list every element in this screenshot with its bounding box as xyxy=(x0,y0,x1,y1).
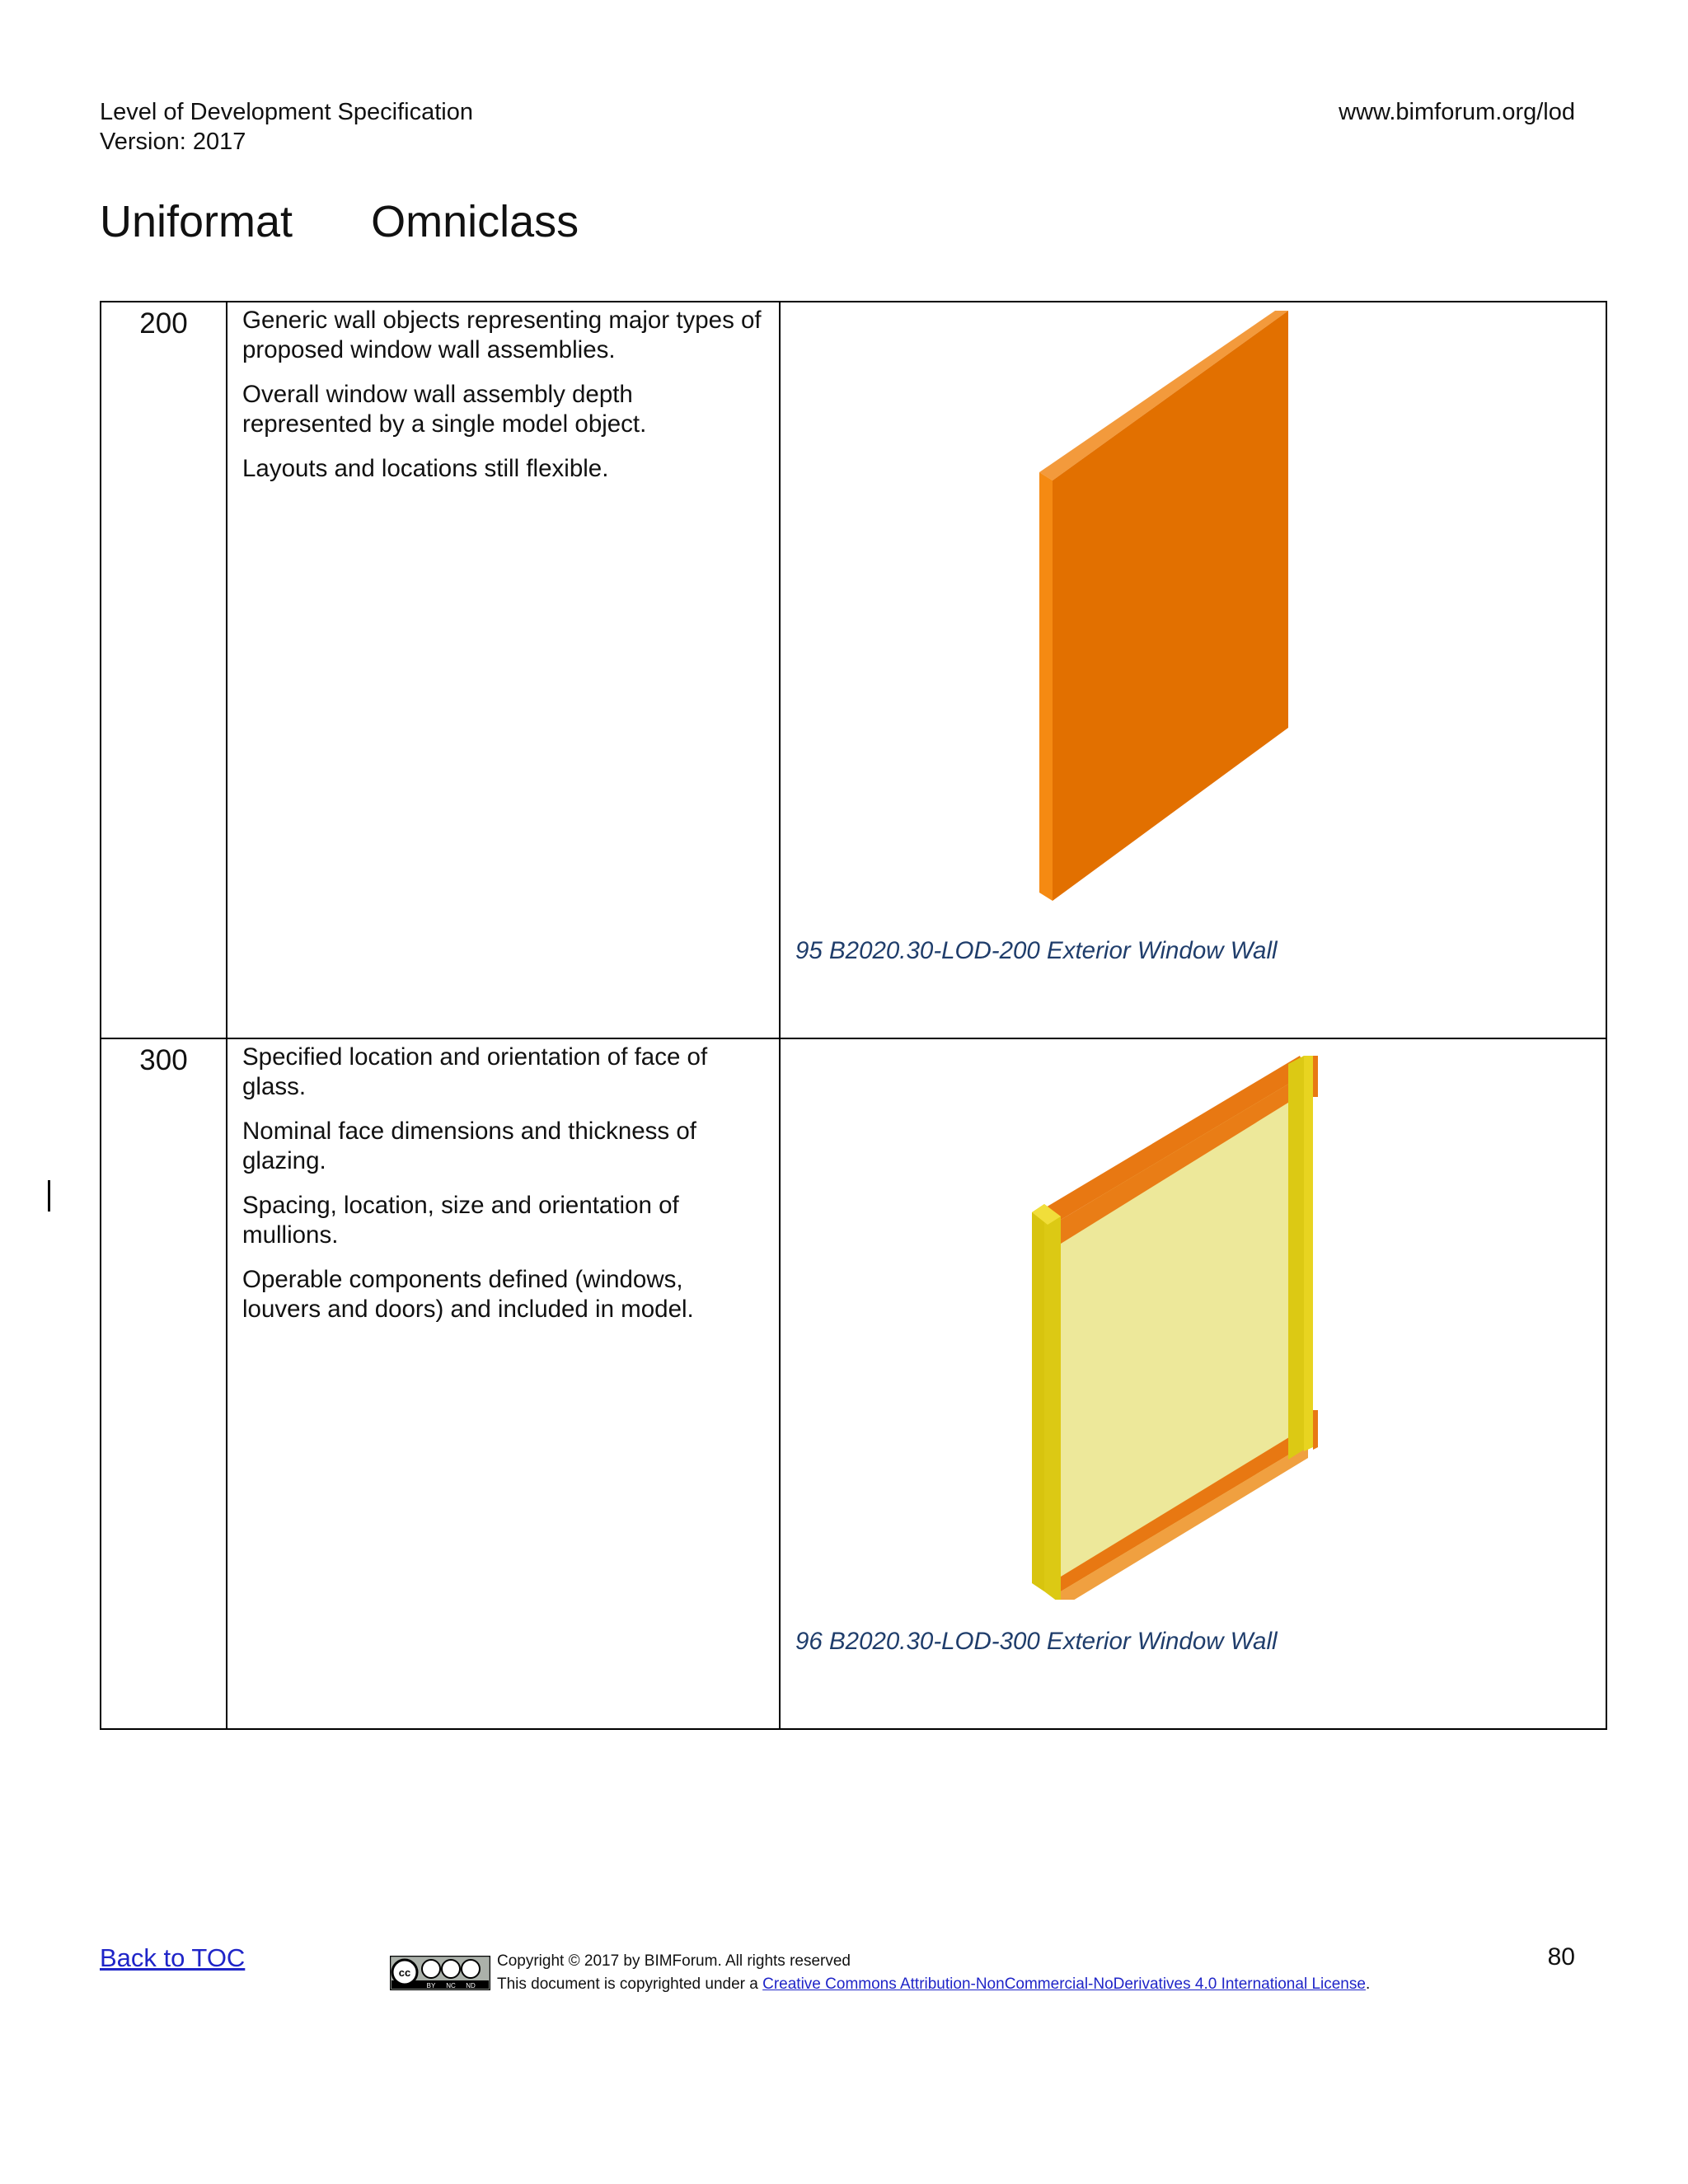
right-mullion-edge xyxy=(1304,1056,1313,1451)
level-value: 200 xyxy=(139,307,188,340)
lod-table xyxy=(100,301,1607,1730)
wall-front-face xyxy=(1053,311,1288,901)
wall-side-face xyxy=(1039,472,1053,901)
figure-caption: 95 B2020.30-LOD-200 Exterior Window Wall xyxy=(795,937,1278,964)
table-row xyxy=(101,1038,1606,1729)
description-text: Layouts and locations still flexible. xyxy=(242,455,609,482)
description-text: Nominal face dimensions and thickness of glazing. xyxy=(242,1118,696,1174)
level-cell xyxy=(101,1038,227,1729)
left-mullion-front xyxy=(1044,1204,1061,1600)
omniclass-title: Omniclass xyxy=(371,197,579,246)
right-mullion-cap xyxy=(1313,1056,1318,1097)
description-cell xyxy=(227,302,780,1038)
by-attribution-icon xyxy=(422,1960,440,1978)
doc-version: Version: 2017 xyxy=(100,129,246,155)
license-link[interactable]: Creative Commons Attribution-NonCommercial-NoDerivatives 4.0 International License xyxy=(762,1975,1366,1993)
right-mullion xyxy=(1288,1056,1304,1460)
badge-nc-label: NC xyxy=(446,1982,456,1990)
description-text: Operable components defined (windows, louvers and doors) and included in model. xyxy=(242,1266,694,1323)
figure-cell xyxy=(780,1038,1606,1729)
window-wall-lod300-figure xyxy=(1028,1056,1374,1600)
page-number: 80 xyxy=(1547,1943,1575,1971)
license-line xyxy=(497,1973,1370,1996)
right-mullion-bottom-cap xyxy=(1313,1410,1318,1450)
column-titles xyxy=(100,196,645,247)
header-left xyxy=(100,97,473,157)
table-row xyxy=(101,302,1606,1038)
description-cell xyxy=(227,1038,780,1729)
header-website: www.bimforum.org/lod xyxy=(1339,99,1575,125)
doc-title: Level of Development Specification xyxy=(100,99,473,125)
noderivatives-icon xyxy=(462,1960,480,1978)
change-bar xyxy=(48,1180,50,1212)
figure-caption: 96 B2020.30-LOD-300 Exterior Window Wall xyxy=(795,1628,1278,1655)
uniformat-title: Uniformat xyxy=(100,197,293,246)
back-to-toc-link[interactable]: Back to TOC xyxy=(100,1943,246,1972)
level-value: 300 xyxy=(139,1044,188,1076)
noncommercial-icon xyxy=(442,1960,460,1978)
description-text: Overall window wall assembly depth represented by a single model object. xyxy=(242,381,647,438)
left-mullion-face xyxy=(1032,1204,1044,1591)
copyright-line: Copyright © 2017 by BIMForum. All rights reserved xyxy=(497,1952,851,1970)
description-text: Spacing, location, size and orientation of mullions. xyxy=(242,1192,679,1249)
description-text: Specified location and orientation of face of glass. xyxy=(242,1043,708,1100)
cc-logo-text: cc xyxy=(398,1966,411,1979)
badge-nd-label: ND xyxy=(466,1982,476,1990)
copyright-block xyxy=(497,1950,1370,1996)
license-prefix: This document is copyrighted under a xyxy=(497,1975,763,1993)
level-cell xyxy=(101,302,227,1038)
window-wall-lod200-figure xyxy=(1028,311,1357,904)
description-text: Generic wall objects representing major types of proposed window wall assemblies. xyxy=(242,307,762,363)
cc-license-badge[interactable] xyxy=(390,1956,490,1990)
badge-by-label: BY xyxy=(426,1982,436,1990)
license-suffix: . xyxy=(1365,1975,1371,1993)
figure-cell xyxy=(780,302,1606,1038)
